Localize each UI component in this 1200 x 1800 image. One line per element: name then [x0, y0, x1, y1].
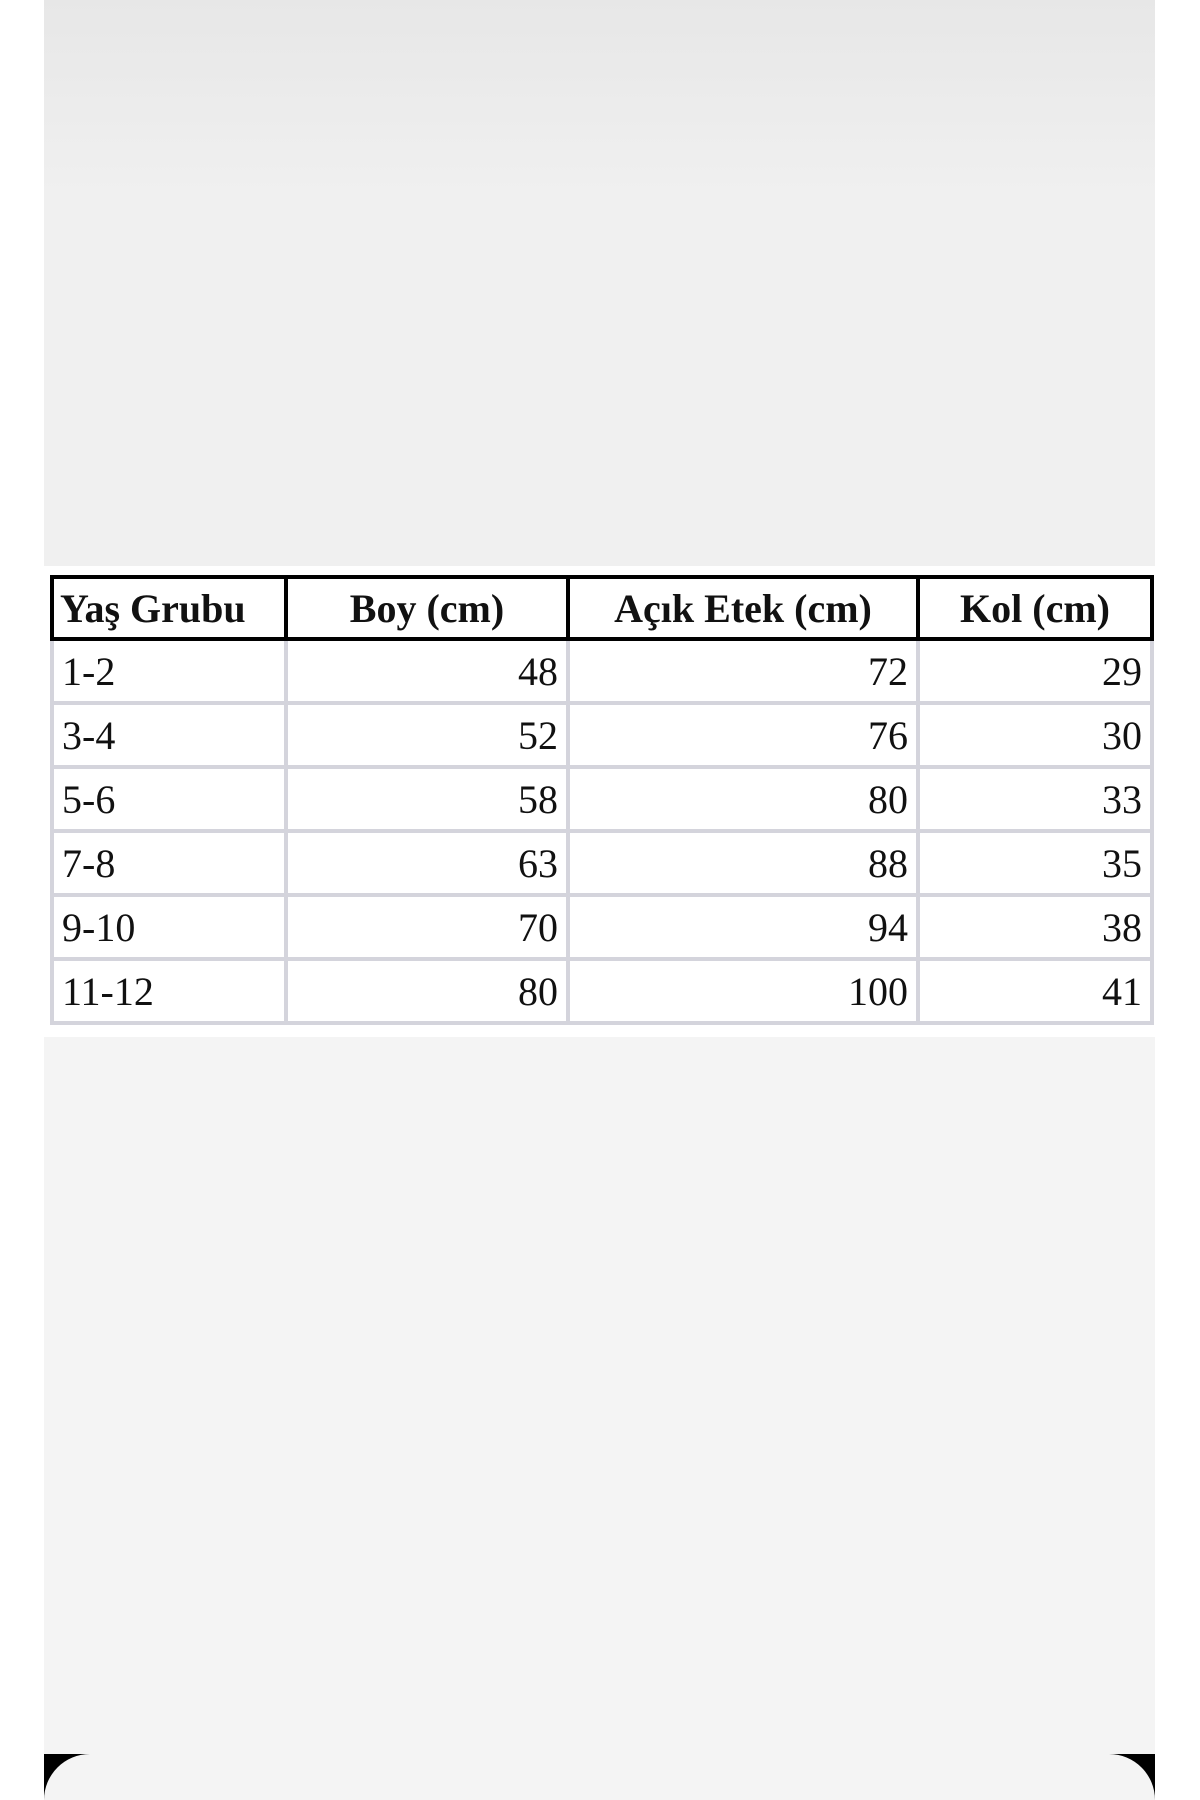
cell-height: 70 — [286, 895, 568, 959]
cell-age-group: 11-12 — [52, 959, 286, 1023]
table-row — [52, 959, 1152, 1023]
table-row — [52, 639, 1152, 703]
header-height: Boy (cm) — [286, 577, 568, 639]
size-chart-table — [50, 575, 1154, 1025]
cell-sleeve: 41 — [918, 959, 1152, 1023]
cell-age-group: 9-10 — [52, 895, 286, 959]
cell-height: 58 — [286, 767, 568, 831]
table-row — [52, 767, 1152, 831]
top-background-panel — [44, 0, 1155, 566]
cell-age-group: 7-8 — [52, 831, 286, 895]
rounded-corner-right — [1109, 1754, 1155, 1800]
cell-height: 80 — [286, 959, 568, 1023]
cell-height: 52 — [286, 703, 568, 767]
header-age-group: Yaş Grubu — [52, 577, 286, 639]
cell-skirt-width: 76 — [568, 703, 918, 767]
cell-sleeve: 35 — [918, 831, 1152, 895]
table-row — [52, 703, 1152, 767]
cell-sleeve: 29 — [918, 639, 1152, 703]
rounded-corner-left — [44, 1754, 90, 1800]
table-row — [52, 831, 1152, 895]
bottom-background-panel — [44, 1037, 1155, 1800]
cell-sleeve: 38 — [918, 895, 1152, 959]
cell-age-group: 3-4 — [52, 703, 286, 767]
cell-skirt-width: 72 — [568, 639, 918, 703]
header-sleeve: Kol (cm) — [918, 577, 1152, 639]
cell-skirt-width: 80 — [568, 767, 918, 831]
cell-skirt-width: 88 — [568, 831, 918, 895]
cell-age-group: 1-2 — [52, 639, 286, 703]
cell-height: 48 — [286, 639, 568, 703]
cell-height: 63 — [286, 831, 568, 895]
cell-sleeve: 33 — [918, 767, 1152, 831]
cell-sleeve: 30 — [918, 703, 1152, 767]
cell-skirt-width: 94 — [568, 895, 918, 959]
table-header-row — [52, 577, 1152, 639]
table-row — [52, 895, 1152, 959]
cell-skirt-width: 100 — [568, 959, 918, 1023]
header-skirt-width: Açık Etek (cm) — [568, 577, 918, 639]
cell-age-group: 5-6 — [52, 767, 286, 831]
